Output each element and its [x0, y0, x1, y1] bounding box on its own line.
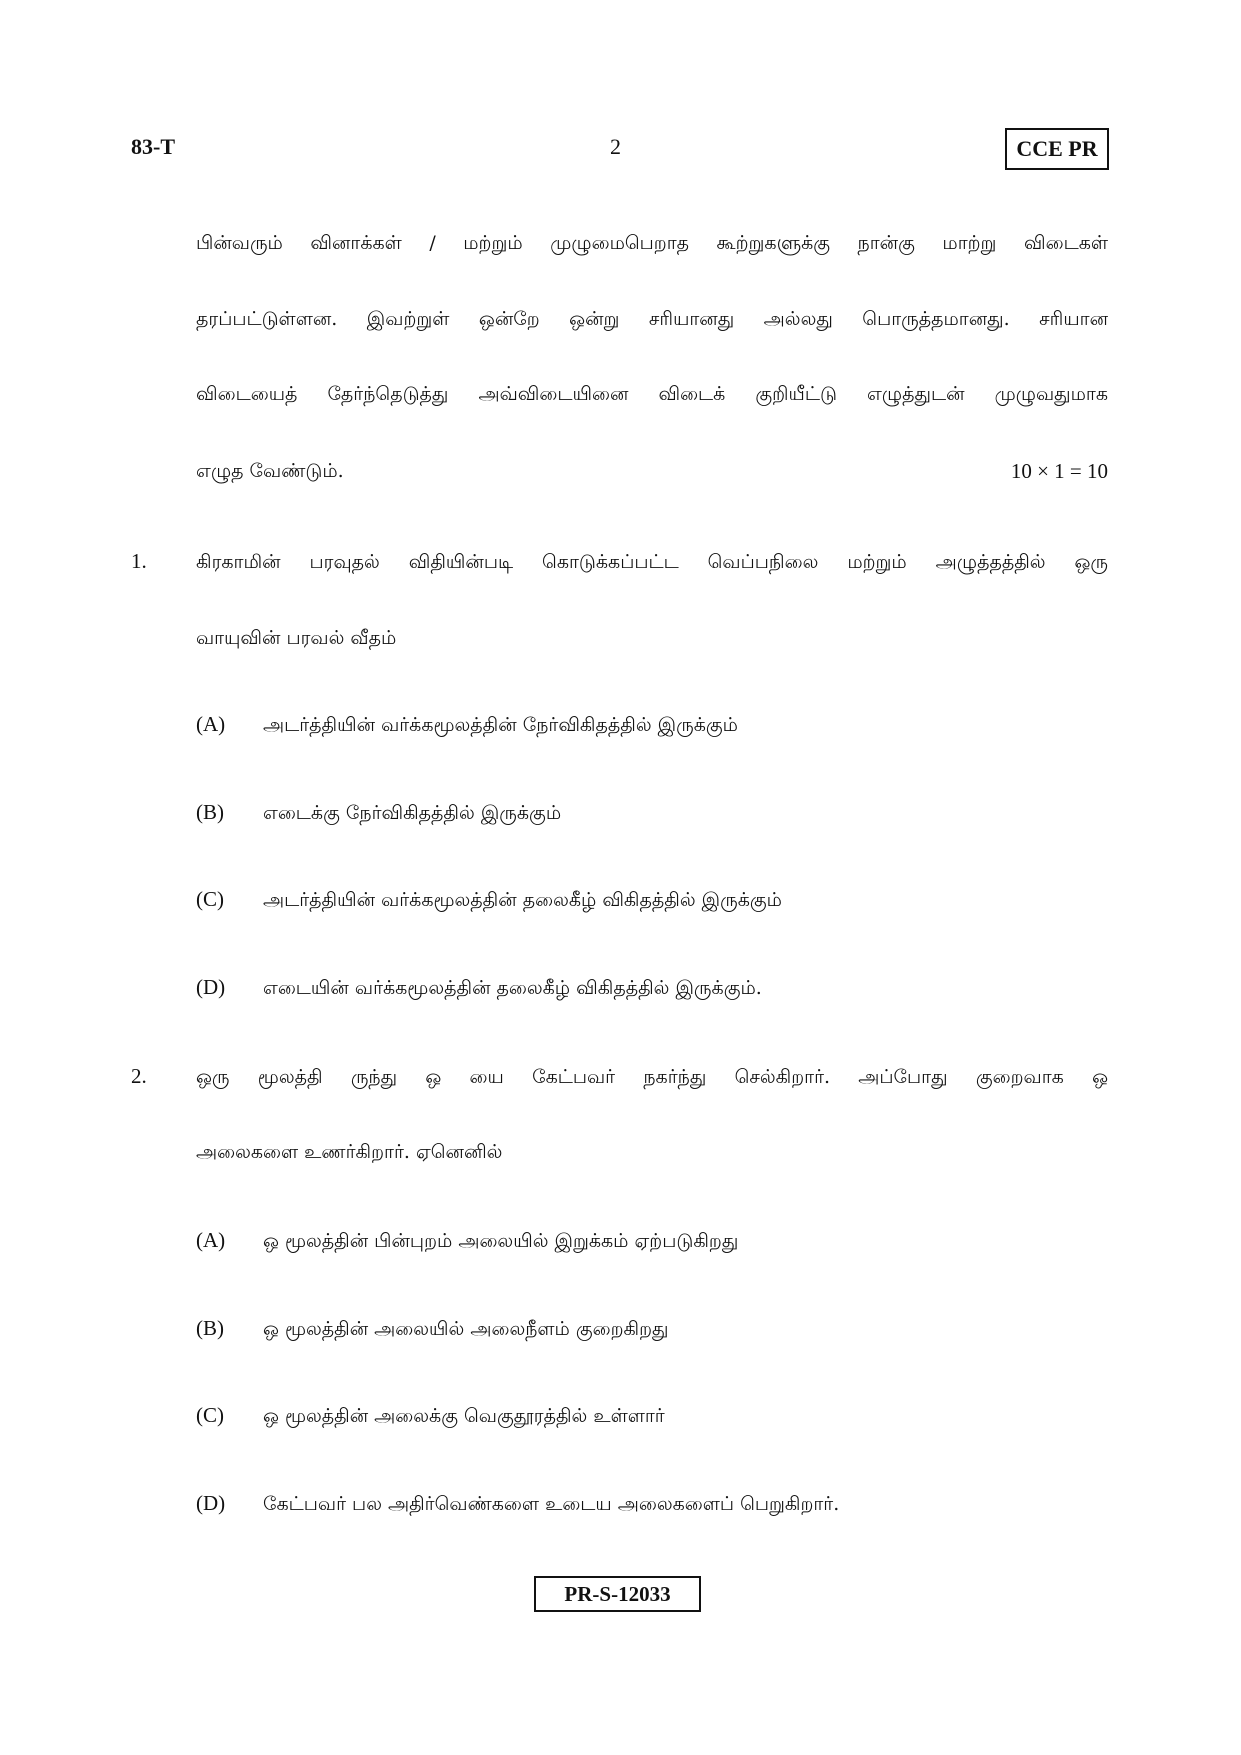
question-text-line-1: ஒரு மூலத்தி ருந்து ஒ யை கேட்பவர் நகர்ந்து செல்கிறார். அப்போது குறைவாக ஒ	[196, 1066, 1108, 1088]
option-text: கேட்பவர் பல அதிர்வெண்களை உடைய அலைகளைப் பெறுகிறார்.	[263, 1493, 840, 1515]
subject-code: 83-T	[131, 134, 175, 159]
question-number: 2.	[131, 1064, 147, 1088]
instruction-line-4: எழுத வேண்டும்.	[196, 460, 344, 482]
instruction-line-2: தரப்பட்டுள்ளன. இவற்றுள் ஒன்றே ஒன்று சரியானது அல்லது பொருத்தமானது. சரியான	[196, 308, 1108, 330]
option-text: ஒ மூலத்தின் அலையில் அலைநீளம் குறைகிறது	[263, 1318, 669, 1340]
option-label: (C)	[196, 1403, 224, 1427]
option-label: (D)	[196, 975, 226, 999]
option-label: (A)	[196, 1228, 226, 1252]
option-text: ஒ மூலத்தின் பின்புறம் அலையில் இறுக்கம் ஏற்படுகிறது	[263, 1230, 739, 1252]
option-label: (C)	[196, 887, 224, 911]
option-label: (D)	[196, 1491, 226, 1515]
page-number: 2	[610, 134, 621, 159]
option-text: எடைக்கு நேர்விகிதத்தில் இருக்கும்	[263, 802, 562, 824]
question-text-line-2: அலைகளை உணர்கிறார். ஏனெனில்	[196, 1141, 503, 1163]
option-text: எடையின் வர்க்கமூலத்தின் தலைகீழ் விகிதத்தில் இருக்கும்.	[263, 977, 762, 999]
instruction-line-3: விடையைத் தேர்ந்தெடுத்து அவ்விடையினை விடைக் குறியீட்டு எழுத்துடன் முழுவதுமாக	[196, 383, 1108, 405]
series-box: CCE PR	[1005, 128, 1109, 170]
instruction-line-1: பின்வரும் வினாக்கள் / மற்றும் முழுமைபெறாத கூற்றுகளுக்கு நான்கு மாற்று விடைகள்	[196, 232, 1108, 254]
option-label: (A)	[196, 712, 226, 736]
option-label: (B)	[196, 800, 224, 824]
question-text-line-2: வாயுவின் பரவல் வீதம்	[196, 627, 397, 649]
marks-allocation: 10 × 1 = 10	[1010, 459, 1108, 483]
option-text: அடர்த்தியின் வர்க்கமூலத்தின் தலைகீழ் விகிதத்தில் இருக்கும்	[263, 889, 782, 911]
option-text: அடர்த்தியின் வர்க்கமூலத்தின் நேர்விகிதத்தில் இருக்கும்	[263, 714, 738, 736]
question-number: 1.	[131, 549, 147, 573]
option-text: ஒ மூலத்தின் அலைக்கு வெகுதூரத்தில் உள்ளார்	[263, 1405, 665, 1427]
option-label: (B)	[196, 1316, 224, 1340]
paper-code-box: PR-S-12033	[534, 1576, 701, 1612]
question-text-line-1: கிரகாமின் பரவுதல் விதியின்படி கொடுக்கப்பட்ட வெப்பநிலை மற்றும் அழுத்தத்தில் ஒரு	[196, 551, 1108, 573]
